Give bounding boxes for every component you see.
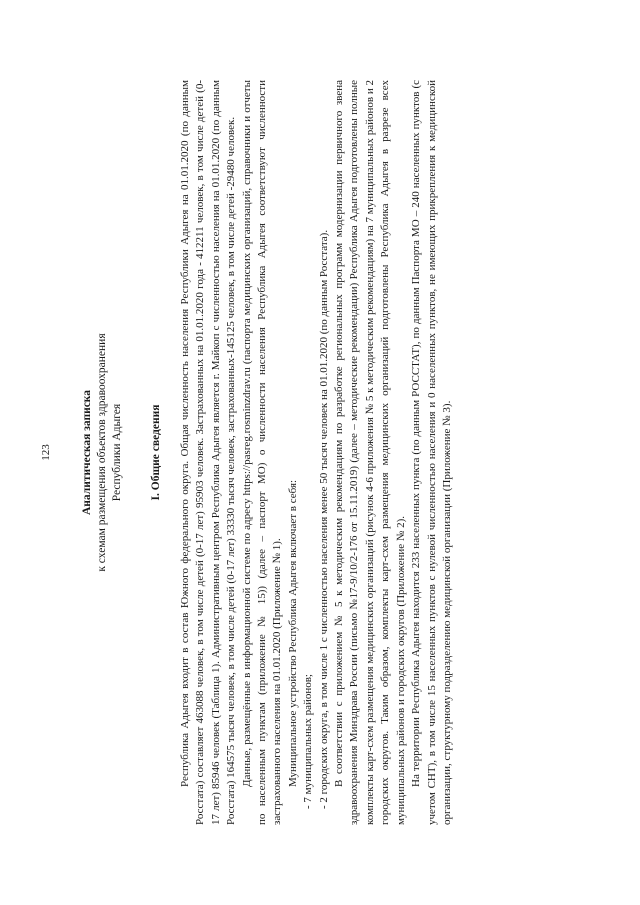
paragraph-passport-data: Данные, размещённые в информационной системе по адресу https://pasreg.rosminzdrav.ru (паспорта медицинских организаций, справочники и отчеты по населенным пунктам (приложение № 15)) (далее – паспорт МО) о численности населения Республика Адыгея соответствуют численности застрахованного населения на 01.01.2020 (Приложение № 1). bbox=[240, 80, 284, 825]
document-title: Аналитическая записка bbox=[81, 389, 93, 516]
paragraph-population: Республика Адыгея входит в состав Южного федерального округа. Общая численность населения Республики Адыгея на 01.01.2020 (по данным Росстата) составляет 463088 человек, в том числе детей (0-17 лет) 95903 человек. Застрахованных на 01.01.2020 года - 412211 человек, в том числе детей (0-17 лет) 85946 человек (Таблица 1). Административным центром Республика Адыгея является г. Майкоп с численностью населения на 01.01.2020 (по данным Росстата) 164575 тысяч человек, в том числе детей (0-17 лет) 33330 тысяч человек, застрахованных-145125 человек, в том числе детей -29480 человек. bbox=[179, 80, 238, 825]
document-subtitle: к схемам размещения объектов здравоохранения bbox=[96, 333, 108, 572]
section-title: I. Общие сведения bbox=[150, 404, 162, 501]
paragraph-map-schemes: В соответствии с приложением № 5 к методическим рекомендациям по разработке региональных программ модернизации первичного звена здравоохранения Минздрава России (письмо №17-9/10/2-176 от 15.11.2019) (далее – методические рекомендации) Республика Адыгея подготовлены полные комплекты карт-схем размещения медицинских организаций (рисунок 4-6 приложения № 5 к методическим рекомендациям) на 7 муниципальных районов и 2 городских округов. Таким образом, комплекты карт-схем размещения медицинских организаций подготовлены Республика Адыгея в разрезе всех муниципальных районов и городских округов (Приложение № 2). bbox=[333, 80, 407, 825]
page-number: 123 bbox=[40, 444, 52, 461]
list-item-districts: - 7 муниципальных районов; bbox=[302, 674, 315, 809]
list-item-city-districts: - 2 городских округа, в том числе 1 с численностью населения менее 50 тысяч человек на 01.01.2020 (по данным Росстата). bbox=[317, 229, 330, 809]
paragraph-settlements: На территории Республика Адыгея находится 233 населенных пункта (по данным РОССТАТ), по данным Паспорта МО – 240 населенных пунктов (с учетом СНТ), в том числе 15 населенных пунктов с нулевой численностью населения и 0 населенных пунктов, не имеющих прикрепления к медицинской организации, структурному подразделению медицинской организации (Приложение № 3). bbox=[410, 80, 453, 825]
document-region: Республики Адыгея bbox=[111, 403, 123, 502]
paragraph-municipal-structure: Муниципальное устройство Республика Адыгея включает в себя: bbox=[286, 479, 299, 787]
document-header bbox=[80, 0, 125, 905]
document-body bbox=[178, 80, 455, 825]
